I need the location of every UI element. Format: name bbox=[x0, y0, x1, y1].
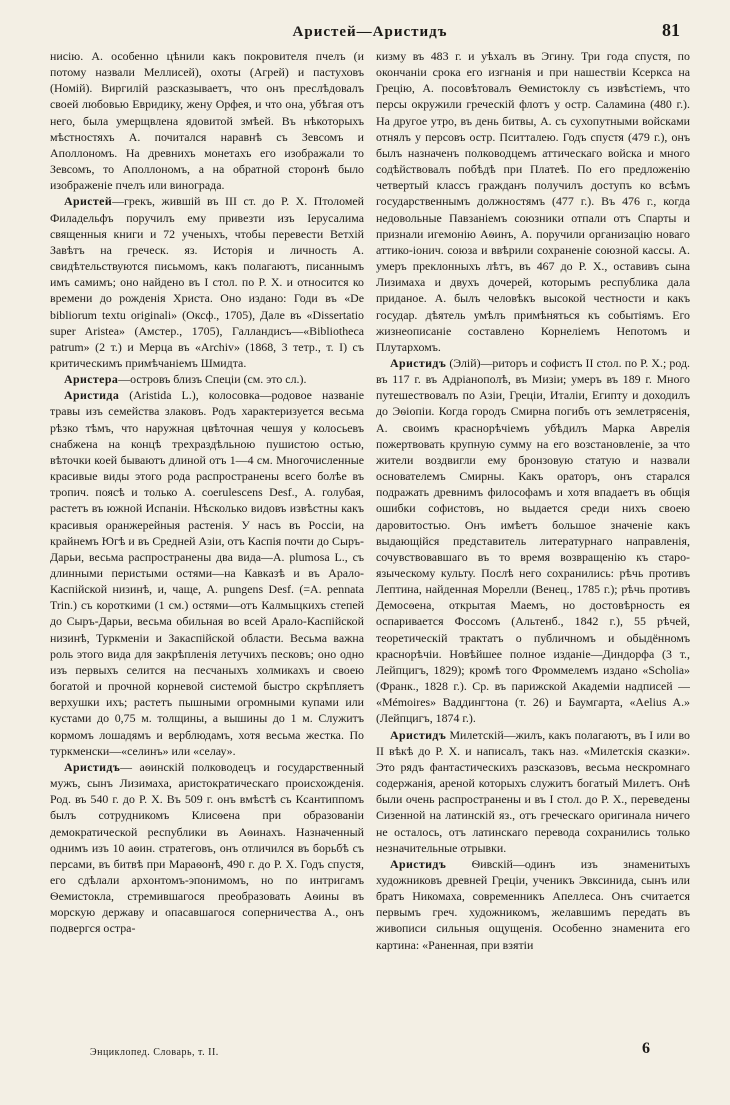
entry-text: Милетскій—жилъ, какъ полагаютъ, въ I или во II вѣкѣ до Р. Х. и написалъ, такъ наз. «Милетскія сказки». Это рядъ фантастическихъ разсказовъ, весьма нескромнаго содержанія, ареной которыхъ служитъ богатый Милетъ. Онѣ были очень распространены и въ I стол. до Р. Х., переведены Сизенной на латинскій яз., отъ греческаго оригинала ничего не осталось, отъ латинскаго перевода сохранились только незначительные отрывки. bbox=[376, 727, 690, 855]
entry-paragraph bbox=[376, 355, 690, 727]
entry-paragraph bbox=[50, 387, 364, 759]
entry-text: нисію. А. особенно цѣнили какъ покровителя пчелъ (и потому назвали Меллисей), охоты (Агрей) и пастуховъ (Номій). Виргилій разсказываетъ, что онъ преслѣдовалъ своей любовью Евридику, жену Орфея, и что она, убѣгая отъ него, была умерщвлена ядовитой змѣей. Въ нѣкоторыхъ мѣстностяхъ А. почитался наравнѣ съ Зевсомъ и Аполлономъ. На древнихъ монетахъ его изображали то Зевсомъ, то Аполлономъ, а на обратной сторонѣ было изображеніе пчелъ или винограда. bbox=[50, 49, 364, 193]
entry-paragraph bbox=[50, 371, 364, 387]
entry-text: — аѳинскій полководецъ и государственный мужъ, сынъ Лизимаха, аристократическаго происхожденія. Род. въ 540 г. до Р. Х. Въ 509 г. онъ вмѣстѣ съ Ксантиппомъ былъ сотрудникомъ Клисѳена при образованіи демократической республики въ Аѳинахъ. Назначенный однимъ изъ 10 аѳин. стратеговъ, онъ отличился въ борьбѣ съ персами, въ битвѣ при Мараѳонѣ, 490 г. до Р. Х. Годъ спустя, его сдѣлали архонтомъ-эпонимомъ, но по интригамъ Ѳемистокла, стремившагося преобразовать Аѳины въ морскую державу и опасавшагося соперничества А., онъ подвергся остра- bbox=[50, 759, 364, 936]
page-number: 81 bbox=[662, 20, 680, 40]
entry-text: —островъ близъ Спеціи (см. это сл.). bbox=[118, 372, 307, 387]
entry-headword: Аристидъ bbox=[64, 759, 121, 774]
sheet-number: 6 bbox=[642, 1040, 650, 1057]
entry-paragraph bbox=[50, 193, 364, 371]
left-column bbox=[50, 48, 364, 1033]
printer-signature: Энциклопед. Словарь, т. II. bbox=[90, 1047, 219, 1058]
entry-headword: Аристидъ bbox=[390, 727, 447, 742]
entry-text: кизму въ 483 г. и уѣхалъ въ Эгину. Три года спустя, по окончаніи срока его изгнанія и при нашествіи Ксеркса на Грецію, А. посовѣтовалъ Ѳемистоклу съ извѣстіемъ, что персы окружили греческій флотъ у остр. Саламина (480 г.). На другое утро, въ день битвы, А. съ сухопутными войсками отнялъ у персовъ остр. Пситталею. Годъ спустя (479 г.), онъ былъ назначенъ полководцемъ аттическаго войска и много содѣйствовалъ побѣдѣ при Платеѣ. По его предложенію четвертый классъ гражданъ получилъ доступъ ко всѣмъ государственнымъ должностямъ (477 г.). Въ 476 г., когда недовольные Павзаніемъ союзники отпали отъ Спарты и признали игемонію Аѳинъ, А. поручили организацію новаго аттико-іонич. союза и ввѣрили сохраненіе союзной кассы. А. умеръ преклонныхъ лѣтъ, въ 467 до Р. Х., оставивъ сына Лизимаха и двухъ дочерей, которымъ республика дала приданое. А. былъ человѣкъ высокой честности и какъ государ. дѣятель умѣлъ примѣняться къ событіямъ. Его жизнеописаніе составлено Корнеліемъ Непотомъ и Плутархомъ. bbox=[376, 49, 690, 354]
entry-text: (Элій)—риторъ и софистъ II стол. по Р. Х.; род. въ 117 г. въ Адріанополѣ, въ Мизіи; умеръ въ 189 г. Много путешествовалъ по Азіи, Греціи, Италіи, Египту и доходилъ до Эѳіопіи. Когда городъ Смирна погибъ отъ землетрясенія, А. своимъ краснорѣчіемъ убѣдилъ Марка Аврелія пожертвовать крупную сумму на его возстановленіе, за что жители воздвигли ему бронзовую статую и назвали основателемъ Смирны. Какъ ораторъ, онъ старался подражать древнимъ философамъ и хотя впадаетъ въ общія ошибки софистовъ, но выдается среди нихъ своею даровитостью. Онъ имѣетъ большое значеніе какъ выдающійся представитель литературнаго направленія, сочувствовавшаго въ то время возвращенію къ старо-языческому культу. Послѣ него сохранились: рѣчь противъ Лептина, найденная Морелли (Венец., 1785 г.); рѣчь противъ Демосѳена, открытая Маемъ, но достовѣрность ея оспаривается Фоссомъ (Альтенб., 1842 г.), 55 рѣчей, теоретическій трактатъ о публичномъ и обыдённомъ краснорѣчіи. Новѣйшее полное изданіе—Диндорфа (3 т., Лейпцигъ, 1829); кромѣ того Фроммелемъ издано «Scholia» (Франк., 1828 г.). Ср. въ парижской Академіи надписей — «Mémoires» Ваддингтона (т. 26) и Баумгарта, «Aelius A.» (Лейпцигъ, 1874 г.). bbox=[376, 355, 690, 726]
right-column bbox=[376, 48, 690, 1033]
entry-text: —грекъ, жившій въ III ст. до Р. Х. Птоломей Филадельфъ поручилъ ему привезти изъ Іерусалима священныя книги и 72 ученыхъ, чтобы перевести Ветхій Завѣтъ на греческ. яз. Исторія и личность А. свидѣтельствуются письмомъ, какъ полагаютъ, писаннымъ имъ самимъ; оно найдено въ I стол. по Р. Х. и относится ко времени до рожденія Христа. Оно издано: Годи въ «De bibliorum textu originali» (Оксф., 1705), Дале въ «Dissertatio super Aristea» (Амстер., 1705), Галландисъ—«Bibliotheca patrum» (2 т.) и Мерца въ «Archiv» (1868, 3 тетр., т. I) съ критическимъ примѣчаніемъ Шмидта. bbox=[50, 194, 364, 370]
entry-text: (Aristida L.), колосовка—родовое названіе травы изъ семейства злаковъ. Родъ характеризуется весьма рѣзко тѣмъ, что наружная цвѣточная чешуя у колосьевъ снабжена на концѣ трехраздѣльною пушистою остью, вѣточки коей бываютъ длиной отъ 1—4 см. Многочисленные красивые виды этого рода распространены всего болѣе въ тропич. поясѣ и только А. coerulescens Desf., А. голубая, растетъ въ южной Испаніи. Нѣсколько видовъ извѣстны какъ красивыя оранжерейныя растенія. У насъ въ Россіи, на крайнемъ Югѣ и въ Средней Азіи, отъ Каспія почти до Сыръ-Дарьи, весьма распространены два вида—А. plumosa L., съ длинными перистыми остями—на Кавказѣ и въ Арало-Каспійской низинѣ, и, чаще, А. pungens Desf. (=А. pennata Trin.) съ короткими (1 см.) остями—отъ Калмыцкихъ степей до Сыръ-Дарьи, весьма обильная во всей Арало-Каспійской низинѣ, Туркменіи и Закаспійской области. Весьма важна роль этого вида для закрѣпленія летучихъ песковъ; оно одно изъ первыхъ селится на песчаныхъ холмикахъ и своею богатой и прочной корневой системой быстро скрѣпляетъ верхушки ихъ; растетъ пышными огромными купами или кустами до 0,75 м. толщины, а вышины до 1 м. Служитъ кормомъ лошадямъ и верблюдамъ, хотя весьма жестка. По туркменски—«селинъ» или «селау». bbox=[50, 388, 364, 758]
entry-text: Ѳивскій—одинъ изъ знаменитыхъ художниковъ древней Греціи, ученикъ Эвксинида, сынъ или братъ Никомаха, современникъ Апеллеса. Онъ считается первымъ греч. художникомъ, желавшимъ передать въ живописи сильныя ощущенія. Особенно знаменита его картина: «Раненная, при взятіи bbox=[376, 856, 690, 952]
entry-paragraph bbox=[376, 727, 690, 856]
entry-paragraph bbox=[376, 48, 690, 355]
entry-headword: Аристей bbox=[64, 194, 113, 209]
entry-headword: Аристидъ bbox=[390, 856, 447, 871]
entry-headword: Аристидъ bbox=[390, 355, 447, 370]
entry-headword: Аристера bbox=[64, 372, 119, 387]
entry-headword: Аристида bbox=[64, 388, 120, 403]
entry-paragraph bbox=[376, 856, 690, 953]
running-title: Аристей—Аристидъ bbox=[292, 24, 448, 40]
page-header bbox=[50, 16, 690, 46]
entry-paragraph bbox=[50, 48, 364, 193]
entry-paragraph bbox=[50, 759, 364, 937]
